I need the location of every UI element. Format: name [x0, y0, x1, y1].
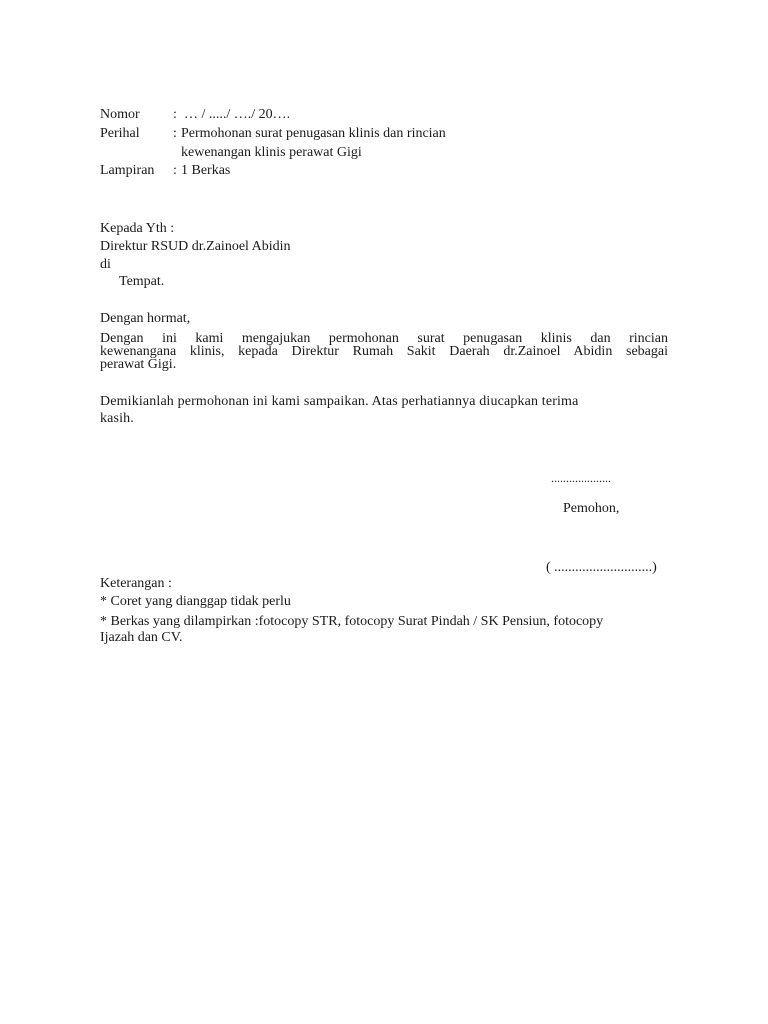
closing-paragraph [100, 393, 640, 427]
nomor-colon: : [173, 107, 177, 122]
signature-name-placeholder: ( ............................) [546, 560, 657, 575]
paragraph-line3: perawat Gigi. [100, 357, 177, 372]
perihal-label: Perihal [100, 126, 140, 141]
perihal-colon: : [173, 126, 177, 141]
lampiran-value: 1 Berkas [181, 163, 231, 178]
notes-title: Keterangan : [100, 576, 172, 591]
closing-line2: kasih. [100, 411, 134, 426]
recipient-line2: Direktur RSUD dr.Zainoel Abidin [100, 239, 291, 254]
paragraph-line1: Dengan ini kami mengajukan permohonan surat penugasan klinis dan rincian [100, 331, 668, 346]
body-paragraph [100, 332, 668, 371]
signature-role: Pemohon, [563, 501, 620, 516]
recipient-line4: Tempat. [119, 274, 165, 289]
lampiran-label: Lampiran [100, 163, 155, 178]
recipient-line3: di [100, 257, 111, 272]
notes-item2-line2: Ijazah dan CV. [100, 630, 183, 645]
salutation: Dengan hormat, [100, 311, 191, 326]
signature-place-date: .................... [551, 471, 611, 485]
perihal-value-line2: kewenangan klinis perawat Gigi [181, 145, 362, 160]
recipient-line1: Kepada Yth : [100, 221, 175, 236]
paragraph-line2: kewenangana klinis, kepada Direktur Rumah Sakit Daerah dr.Zainoel Abidin sebagai [100, 344, 668, 359]
notes-item1: * Coret yang dianggap tidak perlu [100, 594, 291, 609]
lampiran-colon: : [173, 163, 177, 178]
closing-line1: Demikianlah permohonan ini kami sampaikan. Atas perhatiannya diucapkan terima [100, 394, 579, 409]
nomor-label: Nomor [100, 107, 140, 122]
perihal-value-line1: Permohonan surat penugasan klinis dan rincian [181, 126, 446, 141]
notes-item2-line1: * Berkas yang dilampirkan :fotocopy STR, fotocopy Surat Pindah / SK Pensiun, fotocopy [100, 614, 604, 629]
nomor-value: … / ...../ …./ 20…. [184, 107, 291, 122]
